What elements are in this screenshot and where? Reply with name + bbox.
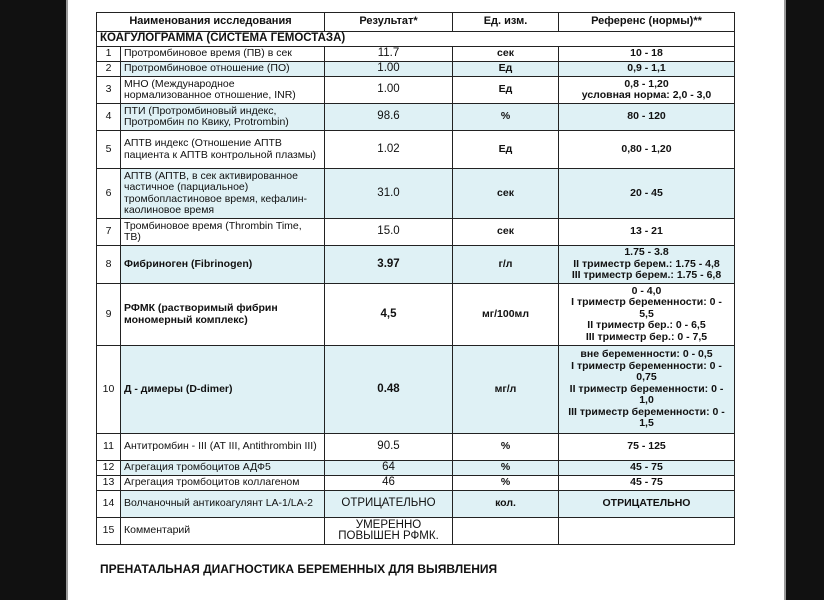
row-number: 4 <box>97 104 121 131</box>
table-row <box>97 491 735 518</box>
reference-line: 13 - 21 <box>630 225 663 238</box>
row-number: 15 <box>97 518 121 545</box>
row-number: 5 <box>97 131 121 169</box>
reference-line: III триместр берем.: 1.75 - 6,8 <box>571 269 722 282</box>
test-result: 46 <box>325 476 453 491</box>
test-result: 98.6 <box>325 104 453 131</box>
table-row <box>97 518 735 545</box>
test-unit <box>453 518 559 545</box>
test-result: 31.0 <box>325 169 453 219</box>
reference-line: II триместр беременности: 0 - <box>569 382 724 395</box>
table-row <box>97 77 735 104</box>
test-name: Антитромбин - III (AT III, Antithrombin III) <box>121 434 325 461</box>
test-reference <box>559 246 735 284</box>
page-edge-right <box>784 0 786 600</box>
table-row <box>97 476 735 491</box>
test-reference <box>559 104 735 131</box>
test-reference <box>559 491 735 518</box>
test-unit: мг/л <box>453 346 559 434</box>
table-row <box>97 461 735 476</box>
reference-line: вне беременности: 0 - 0,5 <box>580 348 713 361</box>
test-result: 3.97 <box>325 246 453 284</box>
table-row <box>97 62 735 77</box>
test-result: 90.5 <box>325 434 453 461</box>
reference-line: 1,0 <box>639 394 654 407</box>
table-row <box>97 434 735 461</box>
test-result: 0.48 <box>325 346 453 434</box>
header-reference: Референс (нормы)** <box>559 13 735 32</box>
reference-line: II триместр берем.: 1.75 - 4,8 <box>573 257 720 270</box>
test-unit: сек <box>453 169 559 219</box>
section-footer-title: ПРЕНАТАЛЬНАЯ ДИАГНОСТИКА БЕРЕМЕННЫХ ДЛЯ ВЫЯВЛЕНИЯ <box>100 562 498 576</box>
row-number: 11 <box>97 434 121 461</box>
row-number: 7 <box>97 219 121 246</box>
reference-line: I триместр беременности: 0 - <box>571 359 722 372</box>
test-unit: кол. <box>453 491 559 518</box>
test-result: 1.02 <box>325 131 453 169</box>
header-unit: Ед. изм. <box>453 13 559 32</box>
section-row <box>97 32 735 47</box>
table-row <box>97 346 735 434</box>
test-result: 11.7 <box>325 47 453 62</box>
test-unit: % <box>453 434 559 461</box>
test-unit: сек <box>453 47 559 62</box>
row-number: 12 <box>97 461 121 476</box>
table-header-row <box>97 13 735 32</box>
row-number: 6 <box>97 169 121 219</box>
test-name: Тромбиновое время (Thrombin Time, TB) <box>121 219 325 246</box>
test-name: Агрегация тромбоцитов коллагеном <box>121 476 325 491</box>
test-name: Протромбиновое отношение (ПО) <box>121 62 325 77</box>
test-reference <box>559 284 735 346</box>
test-reference <box>559 518 735 545</box>
test-result: 4,5 <box>325 284 453 346</box>
reference-line: 80 - 120 <box>627 110 666 123</box>
test-name: Комментарий <box>121 518 325 545</box>
row-number: 9 <box>97 284 121 346</box>
reference-line: 10 - 18 <box>630 47 663 60</box>
test-reference <box>559 346 735 434</box>
row-number: 2 <box>97 62 121 77</box>
reference-line: II триместр бер.: 0 - 6,5 <box>587 319 706 332</box>
test-result: 64 <box>325 461 453 476</box>
test-result: 15.0 <box>325 219 453 246</box>
reference-line: 5,5 <box>639 307 654 320</box>
test-result: 1.00 <box>325 77 453 104</box>
test-reference <box>559 169 735 219</box>
reference-line: 20 - 45 <box>630 186 663 199</box>
test-reference <box>559 434 735 461</box>
reference-line: 0,75 <box>636 371 657 384</box>
test-unit: г/л <box>453 246 559 284</box>
test-reference <box>559 47 735 62</box>
row-number: 13 <box>97 476 121 491</box>
test-name: АПТВ индекс (Отношение АПТВ пациента к АПТВ контрольной плазмы) <box>121 131 325 169</box>
test-name: МНО (Международное нормализованное отношение, INR) <box>121 77 325 104</box>
test-name: РФМК (растворимый фибрин мономерный комплекс) <box>121 284 325 346</box>
header-name: Наименования исследования <box>97 13 325 32</box>
test-name: АПТВ (АПТВ, в сек активированное частичное (парциальное) тромбопластиновое время, кефалин-каолиновое время <box>121 169 325 219</box>
test-name: Волчаночный антикоагулянт LA-1/LA-2 <box>121 491 325 518</box>
reference-line: I триместр беременности: 0 - <box>571 296 722 309</box>
test-result: 1.00 <box>325 62 453 77</box>
table-row <box>97 131 735 169</box>
test-reference <box>559 461 735 476</box>
row-number: 3 <box>97 77 121 104</box>
test-name: Д - димеры (D-dimer) <box>121 346 325 434</box>
test-unit: % <box>453 104 559 131</box>
test-unit: Ед <box>453 62 559 77</box>
test-unit: Ед <box>453 131 559 169</box>
table-row <box>97 284 735 346</box>
test-result: УМЕРЕННО ПОВЫШЕН РФМК. <box>325 518 453 545</box>
test-unit: % <box>453 461 559 476</box>
test-reference <box>559 219 735 246</box>
test-result: ОТРИЦАТЕЛЬНО <box>325 491 453 518</box>
reference-line: 0,8 - 1,20 <box>624 77 669 90</box>
test-unit: мг/100мл <box>453 284 559 346</box>
row-number: 8 <box>97 246 121 284</box>
test-unit: % <box>453 476 559 491</box>
table-row <box>97 47 735 62</box>
table-row <box>97 104 735 131</box>
reference-line: 75 - 125 <box>627 440 666 453</box>
table-row <box>97 219 735 246</box>
test-unit: Ед <box>453 77 559 104</box>
reference-line: 0,9 - 1,1 <box>627 62 666 75</box>
table-row <box>97 169 735 219</box>
test-unit: сек <box>453 219 559 246</box>
test-reference <box>559 131 735 169</box>
test-name: ПТИ (Протромбиновый индекс, Протромбин по Квику, Protrombin) <box>121 104 325 131</box>
section-title: КОАГУЛОГРАММА (СИСТЕМА ГЕМОСТАЗА) <box>97 32 735 47</box>
reference-line: 45 - 75 <box>630 461 663 474</box>
page-edge-left <box>66 0 68 600</box>
test-reference <box>559 476 735 491</box>
test-reference <box>559 77 735 104</box>
test-name: Протромбиновое время (ПВ) в сек <box>121 47 325 62</box>
table-row <box>97 246 735 284</box>
header-result: Результат* <box>325 13 453 32</box>
reference-line: условная норма: 2,0 - 3,0 <box>581 89 712 101</box>
row-number: 1 <box>97 47 121 62</box>
reference-line: ОТРИЦАТЕЛЬНО <box>602 497 691 510</box>
row-number: 10 <box>97 346 121 434</box>
coagulogram-table <box>96 12 735 545</box>
test-name: Агрегация тромбоцитов АДФ5 <box>121 461 325 476</box>
reference-line: 45 - 75 <box>630 476 663 489</box>
reference-line: 1.75 - 3.8 <box>624 246 669 259</box>
reference-line: 1,5 <box>639 417 654 430</box>
reference-line: 0,80 - 1,20 <box>621 142 672 155</box>
test-name: Фибриноген (Fibrinogen) <box>121 246 325 284</box>
test-reference <box>559 62 735 77</box>
reference-line: III триместр бер.: 0 - 7,5 <box>585 330 708 343</box>
reference-line: 0 - 4,0 <box>631 284 662 297</box>
row-number: 14 <box>97 491 121 518</box>
reference-line: III триместр беременности: 0 - <box>568 405 725 418</box>
